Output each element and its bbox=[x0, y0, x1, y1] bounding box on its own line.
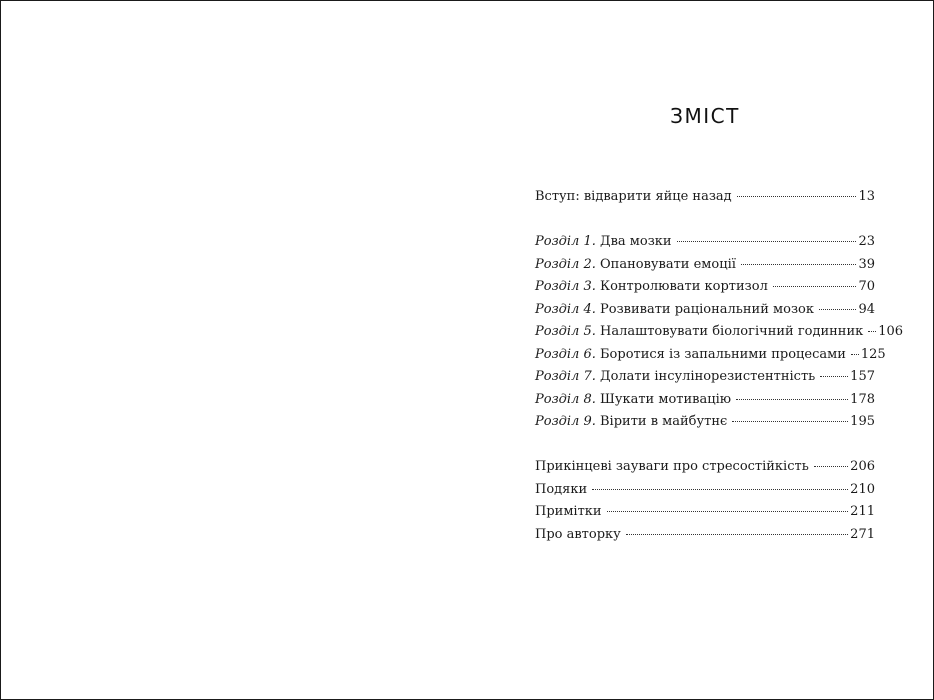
right-page-contents bbox=[535, 1, 904, 699]
toc-entry-label bbox=[535, 481, 587, 499]
toc-entry bbox=[535, 256, 875, 274]
toc-entry bbox=[535, 301, 875, 319]
chapter-number: Розділ 4. bbox=[535, 301, 596, 317]
toc-entry bbox=[535, 323, 904, 341]
toc-entry-title: Вступ: відварити яйце назад bbox=[535, 189, 732, 204]
toc-entry-title: Два мозки bbox=[595, 234, 672, 249]
toc-entry bbox=[535, 481, 875, 499]
dot-leader bbox=[868, 331, 876, 332]
toc-entry-title: Подяки bbox=[535, 481, 588, 497]
toc-entry-label bbox=[535, 256, 736, 274]
toc-entry-label bbox=[535, 278, 768, 296]
toc-entry-page-number: 178 bbox=[850, 391, 875, 407]
toc-entry-title: Вірити в майбутнє bbox=[595, 414, 728, 429]
toc-entry-page-number: 13 bbox=[858, 189, 875, 204]
chapter-number: Розділ 1. bbox=[535, 234, 596, 249]
dot-leader bbox=[677, 241, 857, 242]
toc-entry bbox=[535, 391, 875, 409]
chapter-number: Розділ 5. bbox=[535, 324, 596, 339]
toc-entry-title: Про авторку bbox=[535, 526, 621, 542]
toc-entry-title: Боротися із запальними процесами bbox=[595, 346, 846, 362]
dot-leader bbox=[626, 534, 848, 535]
toc-entry-page-number: 94 bbox=[858, 301, 875, 317]
toc-heading: ЗМІСТ bbox=[670, 104, 740, 128]
toc-entry-label bbox=[535, 391, 731, 409]
dot-leader bbox=[607, 511, 849, 512]
toc-entry bbox=[535, 368, 875, 386]
toc-entry-label bbox=[535, 301, 814, 319]
dot-leader bbox=[814, 466, 848, 467]
toc-entry-label bbox=[535, 526, 621, 544]
toc-entry-title: Прикінцеві зауваги про стресостійкість bbox=[535, 459, 809, 474]
chapter-number: Розділ 3. bbox=[535, 279, 596, 294]
chapter-number: Розділ 2. bbox=[535, 256, 596, 272]
toc-entry-label bbox=[535, 458, 809, 476]
toc-entry-page-number: 23 bbox=[858, 234, 875, 249]
dot-leader bbox=[737, 196, 857, 197]
dot-leader bbox=[819, 309, 856, 310]
toc-entry-page-number: 106 bbox=[878, 324, 904, 339]
toc-entry-page-number: 157 bbox=[850, 369, 875, 384]
toc-entry-title: Контролювати кортизол bbox=[595, 279, 768, 294]
toc-entry-page-number: 211 bbox=[850, 504, 875, 519]
toc-entry-page-number: 206 bbox=[850, 459, 875, 474]
toc-entry-page-number: 125 bbox=[860, 346, 886, 362]
toc-entry-label bbox=[535, 368, 815, 386]
chapter-number: Розділ 8. bbox=[535, 391, 596, 407]
toc-entry-label bbox=[535, 503, 602, 521]
dot-leader bbox=[820, 376, 848, 377]
dot-leader bbox=[592, 489, 848, 490]
toc-entry-label bbox=[535, 188, 732, 206]
toc-entry-page-number: 271 bbox=[850, 526, 875, 542]
toc-entry-title: Долати інсулінорезистентність bbox=[595, 369, 816, 384]
chapter-number: Розділ 7. bbox=[535, 369, 596, 384]
toc-entry bbox=[535, 346, 886, 364]
toc-entry-label bbox=[535, 413, 727, 431]
chapter-number: Розділ 6. bbox=[535, 346, 596, 362]
toc-entry-title: Розвивати раціональний мозок bbox=[595, 301, 814, 317]
toc-entry-label bbox=[535, 346, 846, 364]
toc-entry-title: Примітки bbox=[535, 504, 602, 519]
dot-leader bbox=[851, 354, 859, 355]
dot-leader bbox=[732, 421, 848, 422]
toc-entry-page-number: 70 bbox=[858, 279, 875, 294]
toc-entry bbox=[535, 458, 875, 476]
toc-entry bbox=[535, 503, 875, 521]
toc-entry-title: Опановувати емоції bbox=[595, 256, 736, 272]
toc-entry bbox=[535, 278, 875, 296]
toc-entry-page-number: 39 bbox=[858, 256, 875, 272]
toc-entry-title: Шукати мотивацію bbox=[595, 391, 732, 407]
toc-entry bbox=[535, 526, 875, 544]
toc-entry-page-number: 195 bbox=[850, 414, 875, 429]
toc-entry bbox=[535, 188, 875, 206]
toc-entry-label bbox=[535, 233, 672, 251]
toc-entry-label bbox=[535, 323, 863, 341]
chapter-number: Розділ 9. bbox=[535, 414, 596, 429]
toc-entry-title: Налаштовувати біологічний годинник bbox=[595, 324, 864, 339]
dot-leader bbox=[741, 264, 857, 265]
toc-entry bbox=[535, 233, 875, 251]
toc-entry bbox=[535, 413, 875, 431]
dot-leader bbox=[736, 399, 848, 400]
dot-leader bbox=[773, 286, 857, 287]
toc-entry-page-number: 210 bbox=[850, 481, 875, 497]
